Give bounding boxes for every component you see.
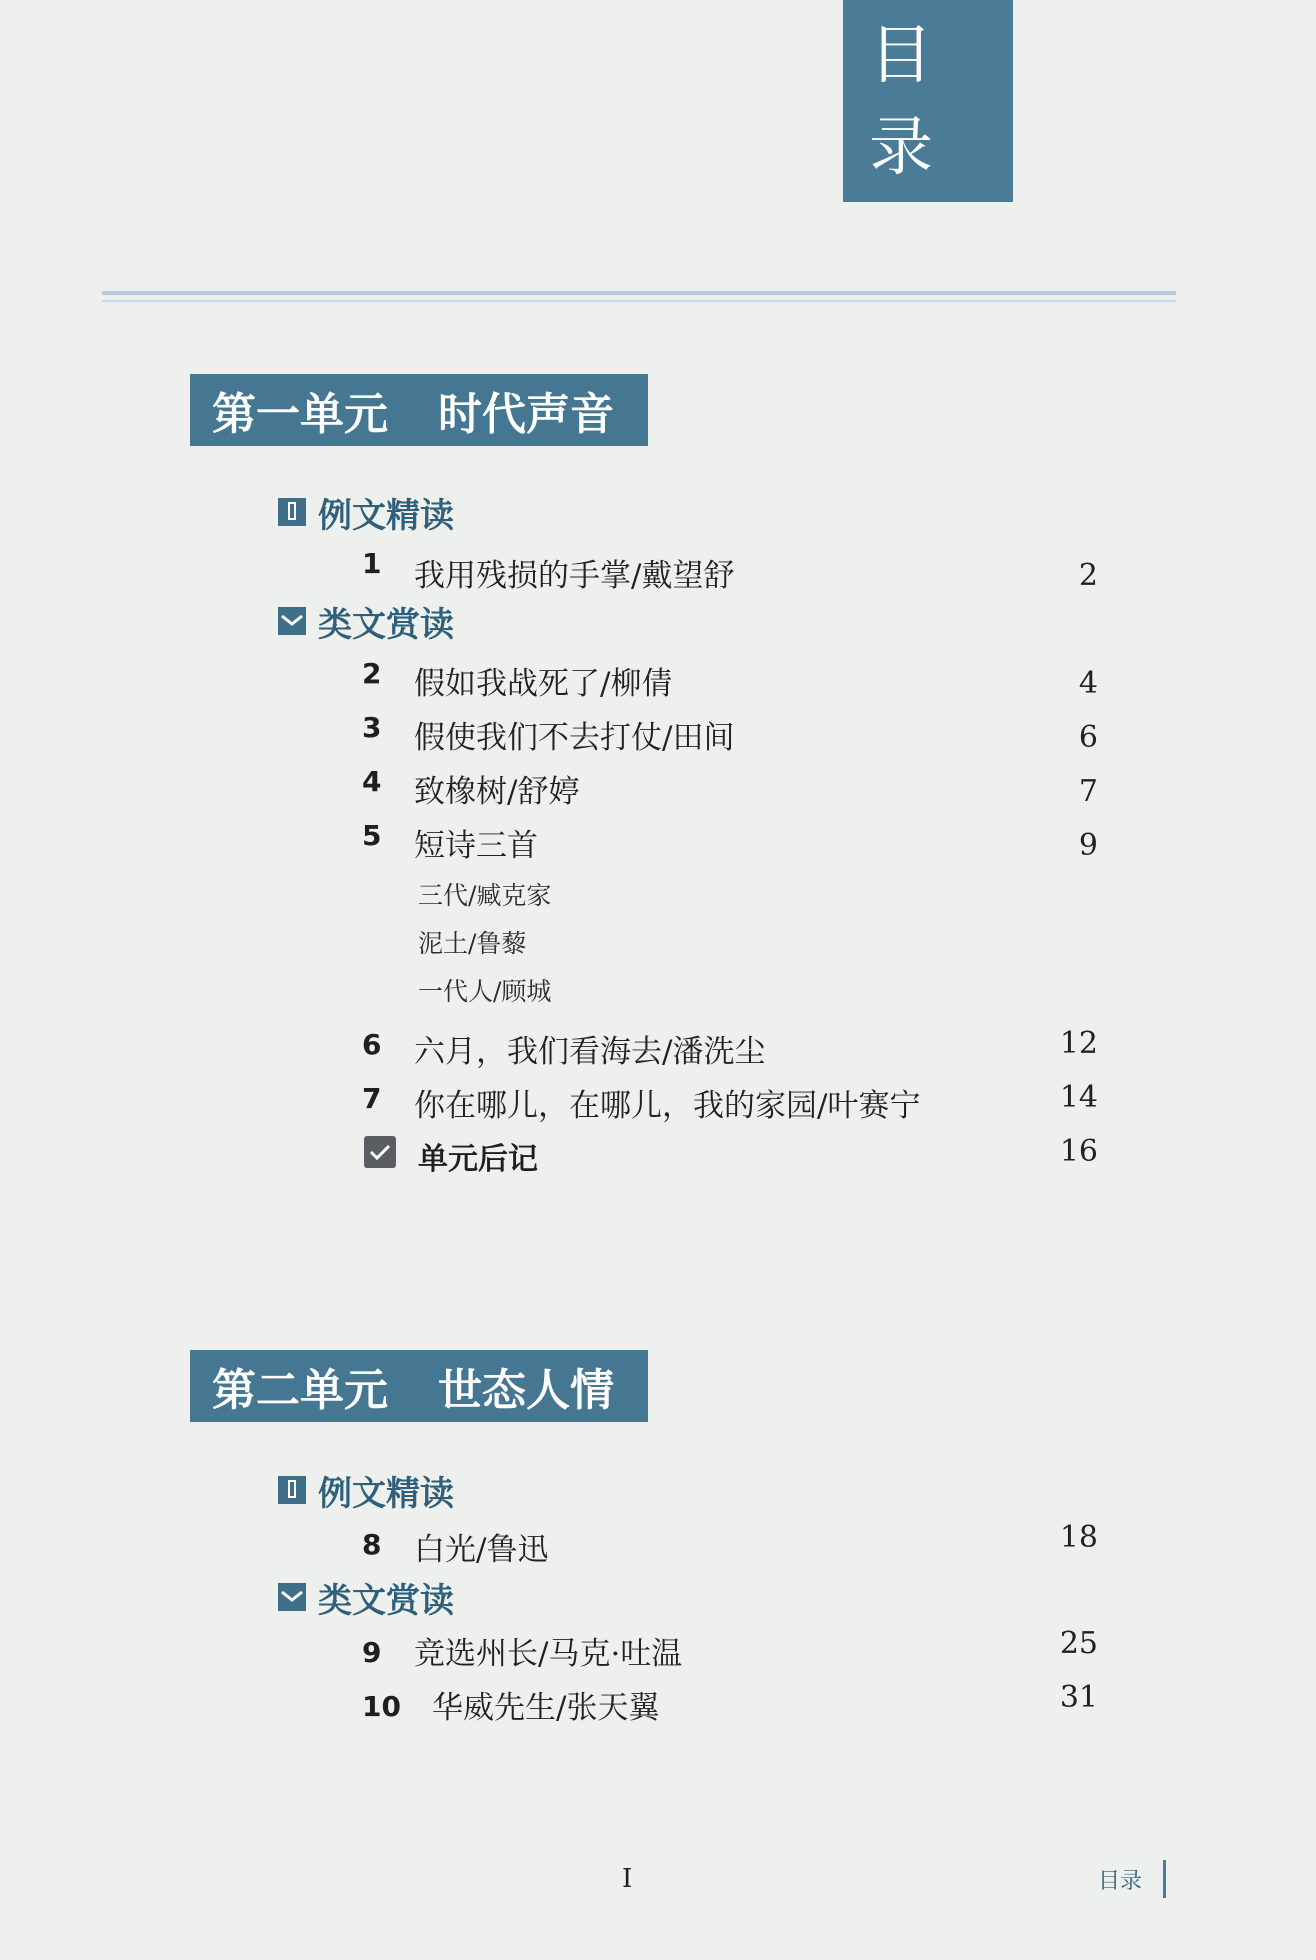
entry-title: 你在哪儿，在哪儿，我的家园/叶赛宁 (414, 1088, 921, 1124)
entry-page: 25 (1059, 1626, 1098, 1661)
entry-number: 7 (362, 1082, 382, 1115)
page-folio: I (622, 1864, 633, 1894)
unit-1-title: 第一单元 (212, 389, 388, 440)
section-extended-reading (278, 598, 454, 644)
bookmark-icon (278, 498, 306, 526)
checkmark-book-icon (364, 1136, 396, 1168)
unit-1-theme: 时代声音 (438, 389, 614, 440)
divider-rule-thin (102, 300, 1176, 302)
entry-title: 竞选州长/马克·吐温 (414, 1636, 683, 1672)
sub-poem: 三代/臧克家 (418, 881, 552, 910)
entry-title: 假如我战死了/柳倩 (414, 666, 673, 702)
divider-rule (102, 291, 1176, 295)
entry-page: 31 (1059, 1680, 1098, 1715)
bookmark-icon (278, 1476, 306, 1504)
entry-title: 华威先生/张天翼 (432, 1690, 660, 1726)
open-book-icon (278, 1583, 306, 1611)
entry-number: 4 (362, 765, 382, 798)
entry-title: 假使我们不去打仗/田间 (414, 720, 735, 756)
sub-poem: 泥土/鲁藜 (418, 929, 527, 958)
unit-2-title: 第二单元 (212, 1365, 388, 1416)
entry-number: 3 (362, 711, 382, 744)
unit-1-header (190, 374, 648, 446)
entry-number: 9 (362, 1636, 382, 1669)
section-extended-reading (278, 1574, 454, 1620)
entry-page: 7 (1078, 774, 1098, 809)
section-label: 类文赏读 (318, 604, 454, 645)
entry-number: 6 (362, 1028, 382, 1061)
section-label: 例文精读 (318, 1473, 454, 1514)
entry-page: 14 (1059, 1080, 1098, 1115)
unit-2-theme: 世态人情 (438, 1365, 614, 1416)
footer-accent-bar (1163, 1860, 1166, 1898)
entry-title: 我用残损的手掌/戴望舒 (414, 558, 735, 594)
entry-page: 18 (1059, 1520, 1098, 1555)
entry-page: 9 (1078, 828, 1098, 863)
entry-number: 5 (362, 819, 382, 852)
open-book-icon (278, 607, 306, 635)
entry-title: 致橡树/舒婷 (414, 774, 580, 810)
sub-poem: 一代人/顾城 (418, 977, 552, 1006)
entry-page: 4 (1078, 666, 1098, 701)
section-intensive-reading (278, 1467, 454, 1513)
unit-2-header (190, 1350, 648, 1422)
entry-title: 白光/鲁迅 (414, 1532, 549, 1568)
entry-title: 短诗三首 (414, 828, 538, 864)
entry-page: 2 (1078, 558, 1098, 593)
running-footer-label: 目录 (1098, 1869, 1143, 1894)
section-intensive-reading (278, 489, 454, 535)
unit-review-label: 单元后记 (418, 1142, 538, 1177)
section-label: 类文赏读 (318, 1580, 454, 1621)
entry-page: 12 (1059, 1026, 1098, 1061)
entry-number: 1 (362, 547, 382, 580)
entry-number: 2 (362, 657, 382, 690)
entry-number: 10 (362, 1690, 401, 1723)
entry-number: 8 (362, 1528, 382, 1561)
section-label: 例文精读 (318, 495, 454, 536)
entry-page: 6 (1078, 720, 1098, 755)
entry-page: 16 (1059, 1134, 1098, 1169)
entry-title: 六月，我们看海去/潘洗尘 (414, 1034, 766, 1070)
page-title-block (843, 0, 1013, 202)
page-title: 目 录 (869, 19, 959, 185)
